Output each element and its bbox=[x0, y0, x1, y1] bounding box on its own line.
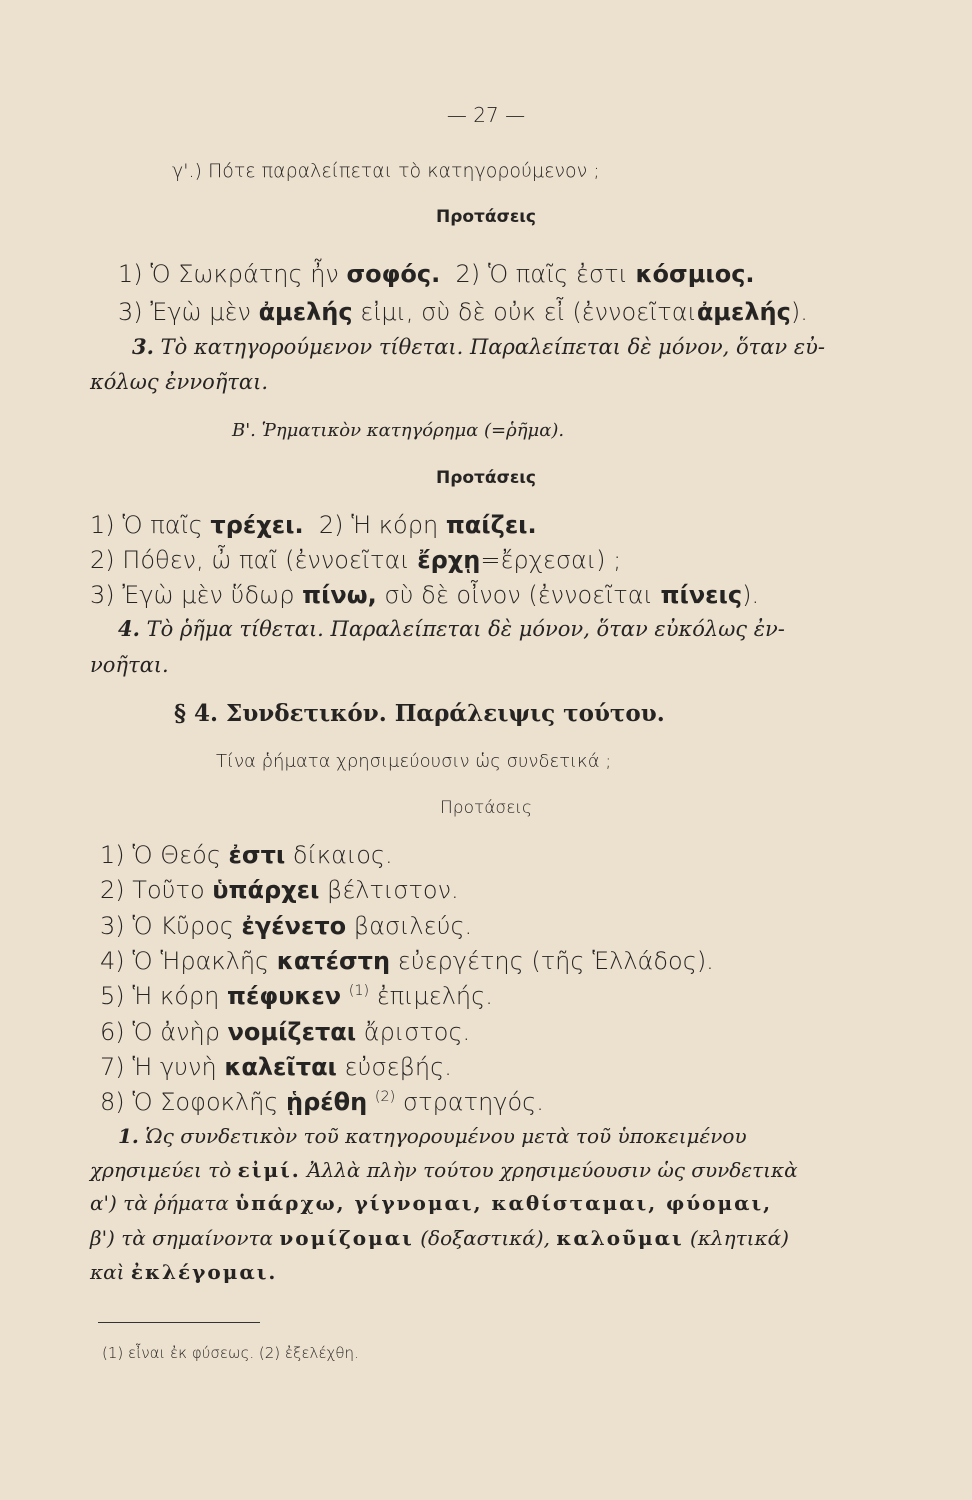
keyword-bold: ἐστι bbox=[228, 841, 286, 869]
sentence-text: ). bbox=[790, 298, 808, 326]
sentence-text: Ὁ Ἡρακλῆς bbox=[132, 946, 270, 975]
sentence-number: 2) bbox=[90, 546, 115, 574]
rule-1-line-5 bbox=[90, 1262, 277, 1282]
rule-1-line-2 bbox=[90, 1160, 798, 1180]
sentence-text: Ὁ Κῦρος bbox=[132, 911, 234, 940]
keyword-bold: ὑπάρχω, γίγνομαι, καθίσταμαι, φύομαι, bbox=[235, 1191, 773, 1215]
copula-sentence bbox=[100, 911, 473, 940]
copula-sentence bbox=[100, 1017, 471, 1046]
keyword-bold: καλεῖται bbox=[224, 1052, 337, 1081]
rule-text: α') τὰ ῥήματα bbox=[90, 1191, 229, 1215]
sentence-text: Ὁ Σωκράτης ἦν bbox=[150, 260, 339, 288]
rule-text: καὶ bbox=[90, 1260, 125, 1284]
sentence-number: 2) bbox=[455, 260, 481, 288]
page-number: — 27 — bbox=[446, 103, 526, 127]
rule-1-line-3 bbox=[90, 1193, 772, 1213]
rule-3-line-1 bbox=[132, 336, 825, 358]
sentence-text: εἰμι, σὺ δὲ οὐκ εἶ (ἐννοεῖται bbox=[360, 298, 697, 326]
rule-4-line-1 bbox=[118, 618, 785, 640]
sentence-number: 5) bbox=[100, 982, 125, 1011]
keyword-bold: εἰμί. bbox=[237, 1158, 301, 1182]
section-b-heading: Β'. Ῥηματικὸν κατηγόρημα (=ῥῆμα). bbox=[232, 420, 565, 441]
sentence-text: εὐσεβής. bbox=[344, 1052, 452, 1081]
rule-1-line-4 bbox=[90, 1228, 789, 1248]
keyword-bold: κατέστη bbox=[276, 946, 391, 975]
keyword-bold: ἔρχῃ bbox=[417, 546, 481, 574]
sentence-text: δίκαιος. bbox=[292, 841, 393, 869]
sentence-number: 1) bbox=[90, 511, 115, 539]
sentence-text: Ἐγὼ μὲν ὕδωρ bbox=[122, 581, 295, 609]
keyword-bold: πίνεις bbox=[660, 581, 743, 609]
heading-protaseis-3: Προτάσεις bbox=[440, 798, 532, 818]
keyword-bold: πίνω, bbox=[302, 581, 377, 609]
sentence-text: Ὁ Θεός bbox=[132, 841, 221, 869]
sentence-line-5 bbox=[90, 583, 759, 607]
keyword-bold: ὑπάρχει bbox=[212, 876, 320, 905]
heading-protaseis-2: Προτάσεις bbox=[435, 468, 536, 488]
sentence-number: 8) bbox=[100, 1088, 125, 1117]
sentence-line-3 bbox=[90, 513, 537, 537]
sentence-text: Ὁ παῖς ἐστι bbox=[487, 260, 628, 288]
sentence-text: ). bbox=[742, 581, 760, 609]
sentence-text: Ὁ Σοφοκλῆς bbox=[132, 1088, 279, 1117]
keyword-bold: ἀμελής bbox=[696, 298, 791, 326]
sentence-text: Ἐγὼ μὲν bbox=[150, 298, 251, 326]
sentence-number: 2) bbox=[100, 876, 125, 905]
keyword-bold: καλοῦμαι bbox=[556, 1226, 684, 1250]
footnote-divider bbox=[98, 1322, 260, 1323]
sentence-text: εὐεργέτης (τῆς Ἑλλάδος). bbox=[397, 946, 714, 975]
sentence-text: Ἡ κόρη bbox=[351, 511, 439, 539]
rule-1-line-1 bbox=[118, 1126, 747, 1146]
sentence-number: 6) bbox=[100, 1017, 125, 1046]
sentence-number: 1) bbox=[100, 841, 125, 869]
sentence-text: ἐπιμελής. bbox=[376, 982, 493, 1011]
keyword-bold: πέφυκεν bbox=[226, 982, 342, 1011]
sentence-line-4 bbox=[90, 548, 621, 572]
keyword-bold: ἐγένετο bbox=[241, 911, 347, 940]
sentence-text: Ὁ ἀνὴρ bbox=[132, 1017, 220, 1046]
copula-sentence bbox=[100, 1088, 544, 1117]
sentence-text: σὺ δὲ οἶνον (ἐννοεῖται bbox=[384, 581, 653, 609]
section-4-heading: § 4. Συνδετικόν. Παράλειψις τούτου. bbox=[174, 700, 665, 727]
sentence-text: Ἡ κόρη bbox=[132, 982, 220, 1011]
rule-text: Ἀλλὰ πλὴν τούτου χρησιμεύουσιν ὡς συνδετικὰ bbox=[307, 1158, 798, 1182]
sentence-text: βέλτιστον. bbox=[327, 876, 459, 905]
sentence-line-2 bbox=[118, 300, 808, 324]
rule-text: Ὡς συνδετικὸν τοῦ κατηγορουμένου μετὰ τοῦ ὑποκειμένου bbox=[145, 1124, 747, 1148]
sentence-text: Ὁ παῖς bbox=[122, 511, 203, 539]
sentence-text: Τοῦτο bbox=[132, 876, 205, 905]
sentence-text: Ἡ γυνὴ bbox=[132, 1052, 217, 1081]
rule-text: Τὸ ῥῆμα τίθεται. Παραλείπεται δὲ μόνον, ὅταν εὐκόλως ἐν- bbox=[146, 617, 785, 641]
heading-protaseis-1: Προτάσεις bbox=[435, 207, 536, 227]
sentence-number: 3) bbox=[100, 911, 125, 940]
rule-4-line-2: νοῆται. bbox=[90, 653, 169, 677]
sentence-text: βασιλεύς. bbox=[353, 911, 473, 940]
footnote-marker: (1) bbox=[348, 983, 370, 1000]
keyword-bold: σοφός. bbox=[346, 260, 441, 288]
sentence-text: ἄριστος. bbox=[363, 1017, 471, 1046]
sentence-number: 1) bbox=[118, 260, 143, 288]
sentence-number: 3) bbox=[118, 298, 143, 326]
sentence-line-1 bbox=[118, 262, 755, 286]
rule-3-line-2: κόλως ἐννοῆται. bbox=[90, 370, 269, 394]
rule-text: (δοξαστικά), bbox=[420, 1226, 550, 1250]
copula-sentence bbox=[100, 843, 393, 867]
copula-sentence bbox=[100, 1052, 452, 1081]
rule-text: Τὸ κατηγορούμενον τίθεται. Παραλείπεται δὲ μόνον, ὅταν εὐ- bbox=[160, 335, 825, 359]
question-syndetika: Τίνα ῥήματα χρησιμεύουσιν ὡς συνδετικά ; bbox=[216, 751, 612, 772]
keyword-bold: κόσμιος. bbox=[635, 260, 755, 288]
sentence-text: στρατηγός. bbox=[402, 1088, 544, 1117]
copula-sentence bbox=[100, 946, 714, 975]
sentence-text: =ἔρχεσαι) ; bbox=[480, 546, 622, 574]
keyword-bold: νομίζεται bbox=[227, 1017, 357, 1046]
sentence-number: 2) bbox=[318, 511, 344, 539]
footnote-marker: (2) bbox=[374, 1089, 396, 1106]
rule-text: (κλητικά) bbox=[690, 1226, 789, 1250]
copula-sentence bbox=[100, 876, 459, 905]
rule-number: 1. bbox=[118, 1124, 139, 1148]
rule-number: 4. bbox=[118, 616, 140, 641]
footnote: (1) εἶναι ἐκ φύσεως. (2) ἐξελέχθη. bbox=[102, 1344, 359, 1362]
sentence-number: 3) bbox=[90, 581, 115, 609]
rule-number: 3. bbox=[132, 334, 154, 359]
rule-text: χρησιμεύει τὸ bbox=[90, 1158, 232, 1182]
keyword-bold: τρέχει. bbox=[210, 511, 304, 539]
sentence-number: 4) bbox=[100, 946, 125, 975]
keyword-bold: νομίζομαι bbox=[279, 1226, 414, 1250]
keyword-bold: ἐκλέγομαι. bbox=[130, 1260, 278, 1284]
sentence-text: Πόθεν, ὦ παῖ (ἐννοεῖται bbox=[122, 546, 410, 574]
keyword-bold: ᾑρέθη bbox=[286, 1088, 368, 1117]
copula-sentence bbox=[100, 982, 493, 1011]
keyword-bold: παίζει. bbox=[445, 511, 537, 539]
keyword-bold: ἀμελής bbox=[258, 298, 353, 326]
question-gamma: γ'.) Πότε παραλείπεται τὸ κατηγορούμενον ; bbox=[172, 160, 600, 182]
sentence-number: 7) bbox=[100, 1052, 125, 1081]
rule-text: β') τὰ σημαίνοντα bbox=[90, 1226, 274, 1250]
